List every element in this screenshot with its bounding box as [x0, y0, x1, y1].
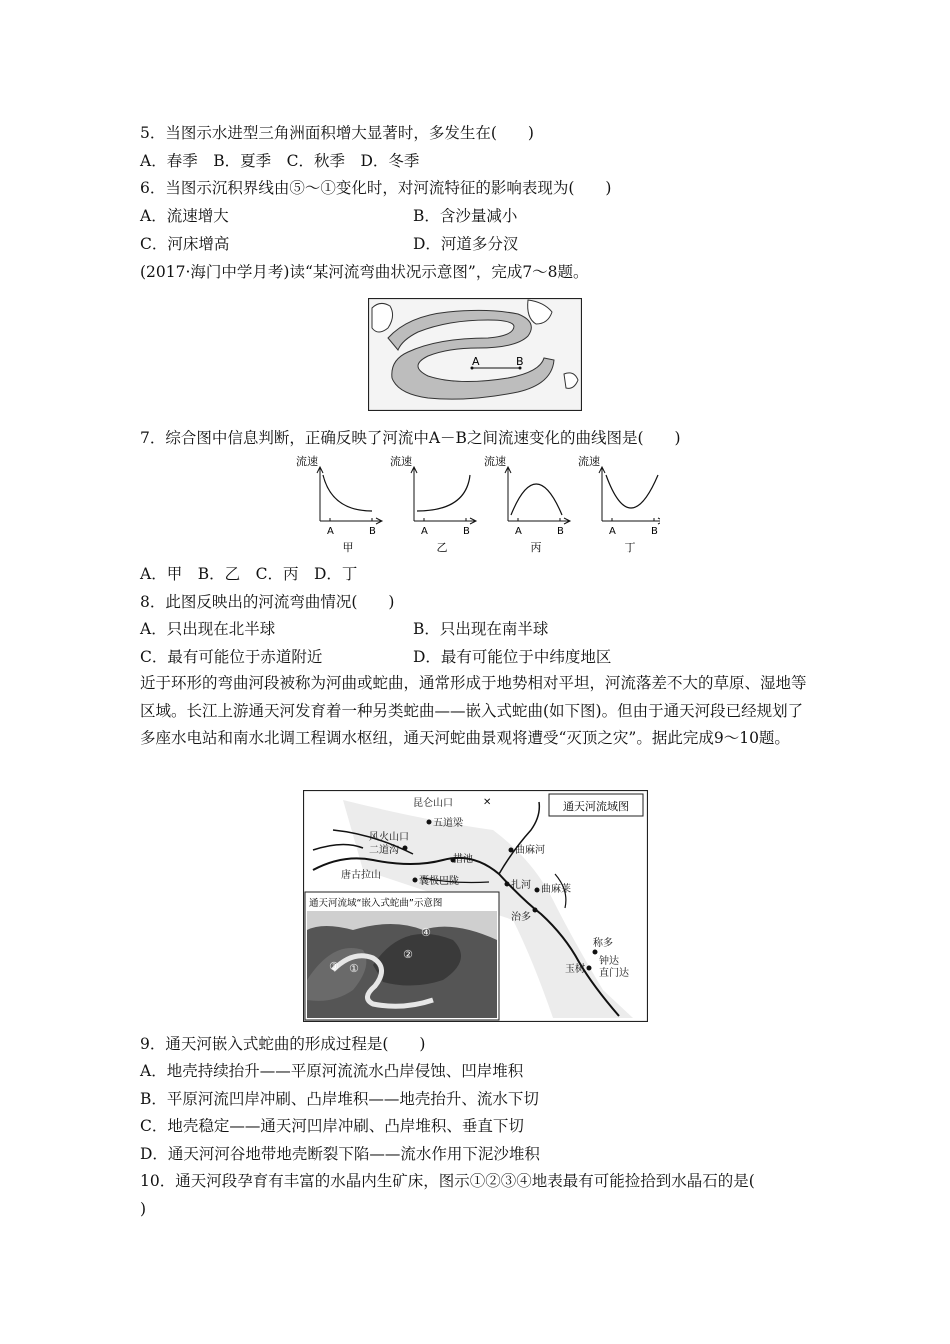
graph-label-b: B — [557, 526, 564, 537]
graph-ylabel: 流速 — [578, 455, 600, 468]
q6-option-a: A．流速增大 — [140, 207, 229, 225]
meander-figure — [368, 298, 582, 411]
q8-option-b: B．只出现在南半球 — [413, 620, 549, 638]
place-zhahe: 扎河 — [511, 880, 531, 891]
intro-9-10: 近于环形的弯曲河段被称为河曲或蛇曲，通常形成于地势相对平坦，河流落差不大的草原、湿地等区域。长江上游通天河发育着一种另类蛇曲——嵌入式蛇曲(如下图)。但由于通天河段已经规划了多座水电站和南水北调工程调水枢纽，通天河蛇曲景观将遭受“灭顶之灾”。据此完成9～10题。 — [140, 674, 807, 747]
photo-mark-3: ③ — [329, 960, 339, 973]
q8-option-a: A．只出现在北半球 — [140, 620, 276, 638]
graph-label-b: B — [463, 526, 470, 537]
graph-name: 丁 — [624, 541, 636, 554]
graph-ylabel: 流速 — [390, 455, 412, 468]
place-zhongda: 钟达 — [599, 956, 619, 967]
graph-label-a: A — [421, 526, 428, 537]
place-qumalai: 曲麻莱 — [541, 884, 571, 895]
map-title: 通天河流域图 — [563, 800, 629, 813]
place-kunlun: 昆仑山口 — [413, 798, 453, 809]
photo-mark-1: ① — [349, 962, 359, 975]
place-zhiduo: 治多 — [511, 912, 531, 923]
place-nangjibalong: 囊极巴陇 — [419, 876, 459, 887]
place-tanggula: 唐古拉山 — [341, 870, 381, 881]
photo-mark-2: ② — [403, 948, 413, 961]
graph-label-a: A — [609, 526, 616, 537]
q8-option-d: D．最有可能位于中纬度地区 — [413, 648, 612, 666]
graph-curve — [323, 475, 372, 511]
q9-option-a: A．地壳持续抬升——平原河流流水凸岸侵蚀、凹岸堆积 — [140, 1062, 524, 1080]
place-zhimenda: 直门达 — [599, 968, 629, 979]
velocity-graphs — [292, 455, 660, 555]
q6-option-c: C．河床增高 — [140, 235, 230, 253]
inset-title: 通天河流域“嵌入式蛇曲”示意图 — [309, 898, 443, 909]
q5-stem: 5．当图示水进型三角洲面积增大显著时，多发生在( ) — [140, 124, 534, 142]
place-chenduo: 称多 — [593, 938, 613, 949]
q9-option-b: B．平原河流凹岸冲刷、凸岸堆积——地壳抬升、流水下切 — [140, 1090, 539, 1108]
graph-curve — [606, 475, 658, 508]
q7-stem: 7．综合图中信息判断，正确反映了河流中A－B之间流速变化的曲线图是( ) — [140, 429, 681, 447]
meander-label-b: B — [516, 355, 524, 368]
meander-photo-inset — [305, 892, 499, 1020]
q8-stem: 8．此图反映出的河流弯曲情况( ) — [140, 593, 395, 611]
q7-options: A．甲 B．乙 C．丙 D．丁 — [140, 565, 358, 583]
graph-name: 甲 — [342, 541, 354, 554]
graph-label-a: A — [515, 526, 522, 537]
q10-stem-line1: 10．通天河段孕育有丰富的水晶内生矿床，图示①②③④地表最有可能捡拾到水晶石的是( — [140, 1172, 755, 1190]
place-fenghuo: 风火山口 — [369, 832, 409, 843]
place-erdaogou: 二道沟 — [369, 845, 399, 856]
place-qumahe: 曲麻河 — [515, 845, 545, 856]
q6-option-d: D．河道多分汊 — [413, 235, 519, 253]
svg-text:✕: ✕ — [483, 797, 492, 808]
graph-name: 丙 — [530, 541, 542, 554]
place-cuochi: 措池 — [453, 854, 473, 865]
graph-curve — [417, 475, 470, 511]
place-yushu: 玉树 — [565, 964, 585, 975]
graph-ylabel: 流速 — [296, 455, 318, 468]
q9-stem: 9．通天河嵌入式蛇曲的形成过程是( ) — [140, 1035, 426, 1053]
meander-label-a: A — [472, 355, 480, 368]
q6-option-b: B．含沙量减小 — [413, 207, 518, 225]
intro-7-8: (2017·海门中学月考)读“某河流弯曲状况示意图”，完成7～8题。 — [140, 263, 589, 281]
graph-curve — [511, 484, 562, 515]
place-wudaoliang: 五道梁 — [433, 818, 463, 829]
q6-stem: 6．当图示沉积界线由⑤～①变化时，对河流特征的影响表现为( ) — [140, 179, 612, 197]
photo-mark-4: ④ — [421, 926, 431, 939]
graph-label-b: B — [369, 526, 376, 537]
graph-ylabel: 流速 — [484, 455, 506, 468]
graph-label-b: B — [651, 526, 658, 537]
q9-option-d: D．通天河河谷地带地壳断裂下陷——流水作用下泥沙堆积 — [140, 1145, 540, 1163]
graph-name: 乙 — [436, 541, 448, 554]
q8-option-c: C．最有可能位于赤道附近 — [140, 648, 323, 666]
q5-options: A．春季 B．夏季 C．秋季 D．冬季 — [140, 152, 420, 170]
q10-stem-line2: ) — [140, 1200, 147, 1218]
graph-label-a: A — [327, 526, 334, 537]
tongtian-map — [303, 790, 648, 1022]
q9-option-c: C．地壳稳定——通天河凹岸冲刷、凸岸堆积、垂直下切 — [140, 1117, 524, 1135]
